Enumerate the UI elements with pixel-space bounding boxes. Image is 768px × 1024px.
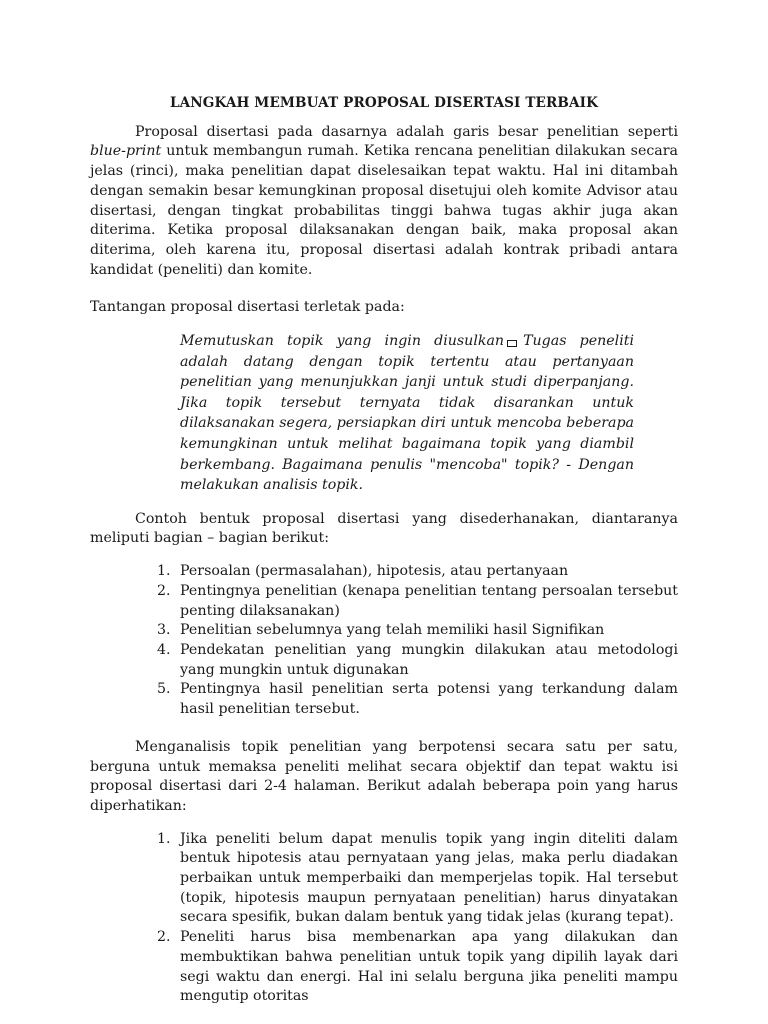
list-item (157, 621, 678, 641)
list-item (157, 582, 678, 621)
paragraph-intro (90, 123, 678, 281)
list-item (157, 928, 678, 1007)
list-item-text: Penelitian sebelumnya yang telah memiliki hasil Signifikan (180, 622, 605, 639)
list-item-number: 4. (157, 642, 171, 658)
list-proposal-parts (90, 562, 678, 720)
paragraph-challenge: Tantangan proposal disertasi terletak pada: (90, 299, 405, 316)
list-item-number: 2. (157, 929, 171, 946)
list-item-number: 2. (157, 582, 171, 599)
list-item-number: 5. (157, 681, 171, 698)
list-item-number: 1. (157, 563, 171, 580)
paragraph-analysis: Menganalisis topik penelitian yang berpotensi secara satu per satu, berguna untuk memaksa peneliti melihat secara objektif dan tepat waktu isi proposal disertasi dari 2-4 halaman. Berikut adalah beberapa poin yang harus diperhatikan: (90, 738, 678, 814)
list-item (157, 830, 678, 929)
quote-text-a: Memutuskan topik yang ingin diusulkan (180, 333, 505, 350)
list-item-text: Peneliti harus bisa membenarkan apa yang dilakukan dan membuktikan bahwa penelitian untuk topik yang dipilih layak dari segi waktu dan energi. Hal ini selalu berguna jika peneliti mampu mengutip otoritas (180, 929, 678, 1005)
list-item-text: Persoalan (permasalahan), hipotesis, atau pertanyaan (180, 563, 569, 580)
list-item-number: 1. (157, 830, 171, 847)
list-item-text: Pentingnya hasil penelitian serta potensi yang terkandung dalam hasil penelitian tersebut. (180, 681, 678, 718)
list-item-number: 3. (157, 622, 171, 639)
paragraph-intro-text-a: Proposal disertasi pada dasarnya adalah garis besar penelitian seperti (135, 123, 678, 140)
document-title: LANGKAH MEMBUAT PROPOSAL DISERTASI TERBAIK (169, 95, 599, 111)
quote-block (180, 331, 634, 496)
box-glyph-icon (507, 340, 517, 347)
paragraph-intro-text-b: untuk membangun rumah. Ketika rencana penelitian dilakukan secara jelas (rinci), maka penelitian dapat diselesaikan tepat waktu. Hal ini ditambah dengan semakin besar kemungkinan proposal disetujui oleh komite Advisor atau disertasi, dengan tingkat probabilitas tinggi bahwa tugas akhir juga akan diterima. Ketika proposal dilaksanakan dengan baik, maka proposal akan diterima, oleh karena itu, proposal disertasi adalah kontrak pribadi antara kandidat (peneliti) dan komite. (90, 143, 678, 278)
list-item (157, 680, 678, 719)
list-item (157, 562, 678, 582)
paragraph-example: Contoh bentuk proposal disertasi yang disederhanakan, diantaranya meliputi bagian – bagian berikut: (90, 510, 678, 547)
list-item-text: Jika peneliti belum dapat menulis topik yang ingin diteliti dalam bentuk hipotesis atau pernyataan yang jelas, maka perlu diadakan perbaikan untuk memperbaiki dan memperjelas topik. Hal tersebut (topik, hipotesis maupun pernyataan penelitian) harus dinyatakan secara spesifik, bukan dalam bentuk yang tidak jelas (kurang tepat). (180, 830, 678, 926)
quote-text-b: Tugas peneliti adalah datang dengan topik tertentu atau pertanyaan penelitian yang menunjukkan janji untuk studi diperpanjang. Jika topik tersebut ternyata tidak disarankan untuk dilaksanakan segera, persiapkan diri untuk mencoba beberapa kemungkinan untuk melihat bagaimana topik yang diambil berkembang. Bagaimana penulis "mencoba" topik? - Dengan melakukan analisis topik. (180, 333, 634, 494)
list-item (157, 641, 678, 680)
paragraph-intro-emphasis: blue-print (90, 143, 162, 160)
list-points (90, 830, 678, 1007)
list-item-text: Pendekatan penelitian yang mungkin dilakukan atau metodologi yang mungkin untuk digunakan (180, 642, 678, 678)
list-item-text: Pentingnya penelitian (kenapa penelitian tentang persoalan tersebut penting dilaksanakan) (180, 582, 678, 619)
